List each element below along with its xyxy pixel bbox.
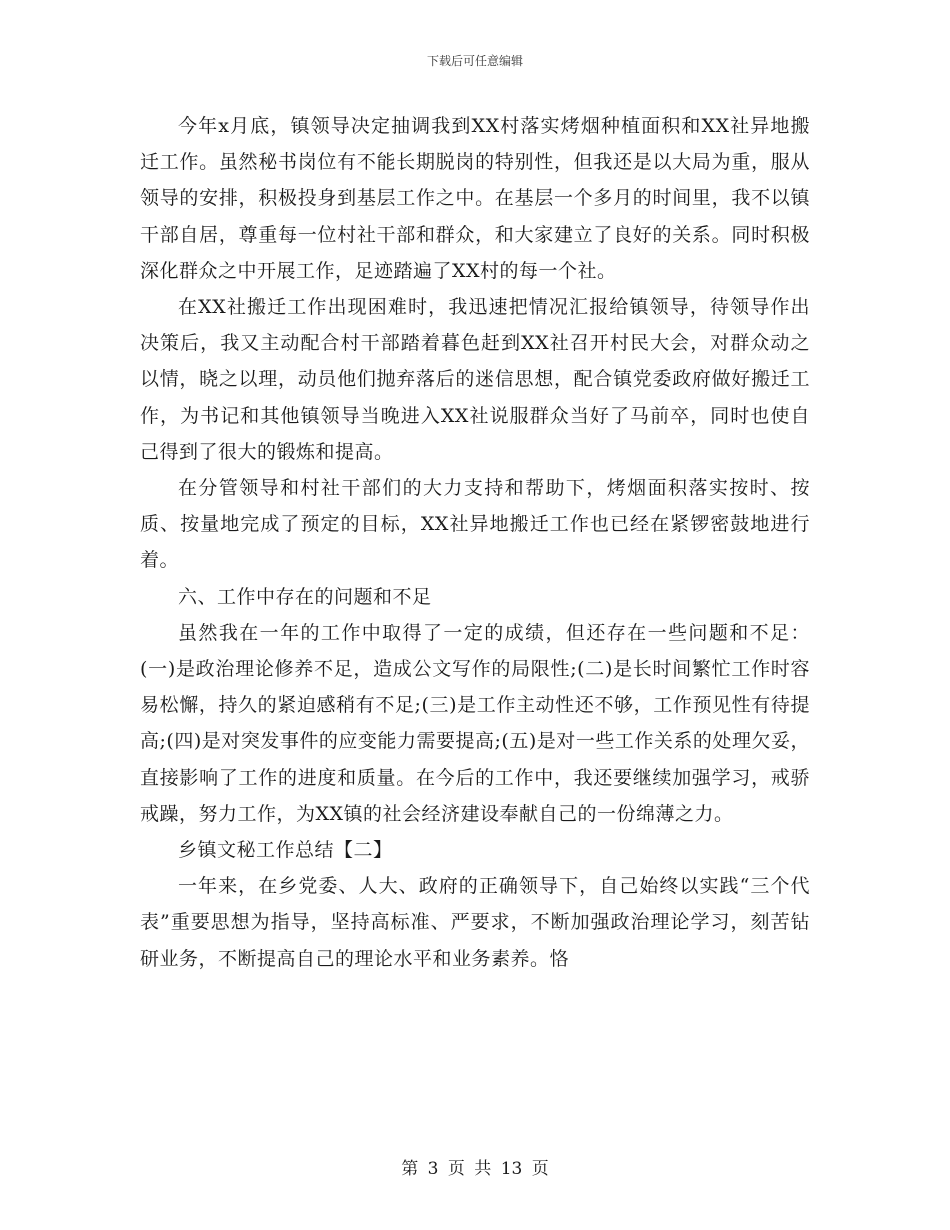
paragraph: 在XX社搬迁工作出现困难时，我迅速把情况汇报给镇领导，待领导作出决策后，我又主动配合村干部踏着暮色赶到XX社召开村民大会，对群众动之以情，晓之以理，动员他们抛弃落后的迷信思想，配合镇党委政府做好搬迁工作，为书记和其他镇领导当晚进入XX社说服群众当好了马前卒，同时也使自己得到了很大的锻炼和提高。 — [140, 296, 810, 463]
document-body — [140, 108, 810, 977]
paragraph: 一年来，在乡党委、人大、政府的正确领导下，自己始终以实践“三个代表”重要思想为指导，坚持高标准、严要求，不断加强政治理论学习，刻苦钻研业务，不断提高自己的理论水平和业务素养。恪 — [140, 875, 810, 970]
section-heading: 六、工作中存在的问题和不足 — [178, 585, 432, 608]
paragraph: 虽然我在一年的工作中取得了一定的成绩，但还存在一些问题和不足：(一)是政治理论修养不足，造成公文写作的局限性;(二)是长时间繁忙工作时容易松懈，持久的紧迫感稍有不足;(三)是工作主动性还不够，工作预见性有待提高;(四)是对突发事件的应变能力需要提高;(五)是对一些工作关系的处理欠妥，直接影响了工作的进度和质量。在今后的工作中，我还要继续加强学习，戒骄戒躁，努力工作，为XX镇的社会经济建设奉献自己的一份绵薄之力。 — [140, 621, 810, 825]
section-title: 乡镇文秘工作总结【二】 — [178, 839, 393, 862]
page-number: 第 3 页 共 13 页 — [401, 1159, 549, 1179]
page-header-note: 下载后可任意编辑 — [426, 54, 523, 68]
paragraph: 今年x月底，镇领导决定抽调我到XX村落实烤烟种植面积和XX社异地搬迁工作。虽然秘书岗位有不能长期脱岗的特别性，但我还是以大局为重，服从领导的安排，积极投身到基层工作之中。在基层一个多月的时间里，我不以镇干部自居，尊重每一位村社干部和群众，和大家建立了良好的关系。同时积极深化群众之中开展工作，足迹踏遍了XX村的每一个社。 — [140, 115, 810, 282]
paragraph: 在分管领导和村社干部们的大力支持和帮助下，烤烟面积落实按时、按质、按量地完成了预定的目标，XX社异地搬迁工作也已经在紧锣密鼓地进行着。 — [140, 477, 810, 572]
